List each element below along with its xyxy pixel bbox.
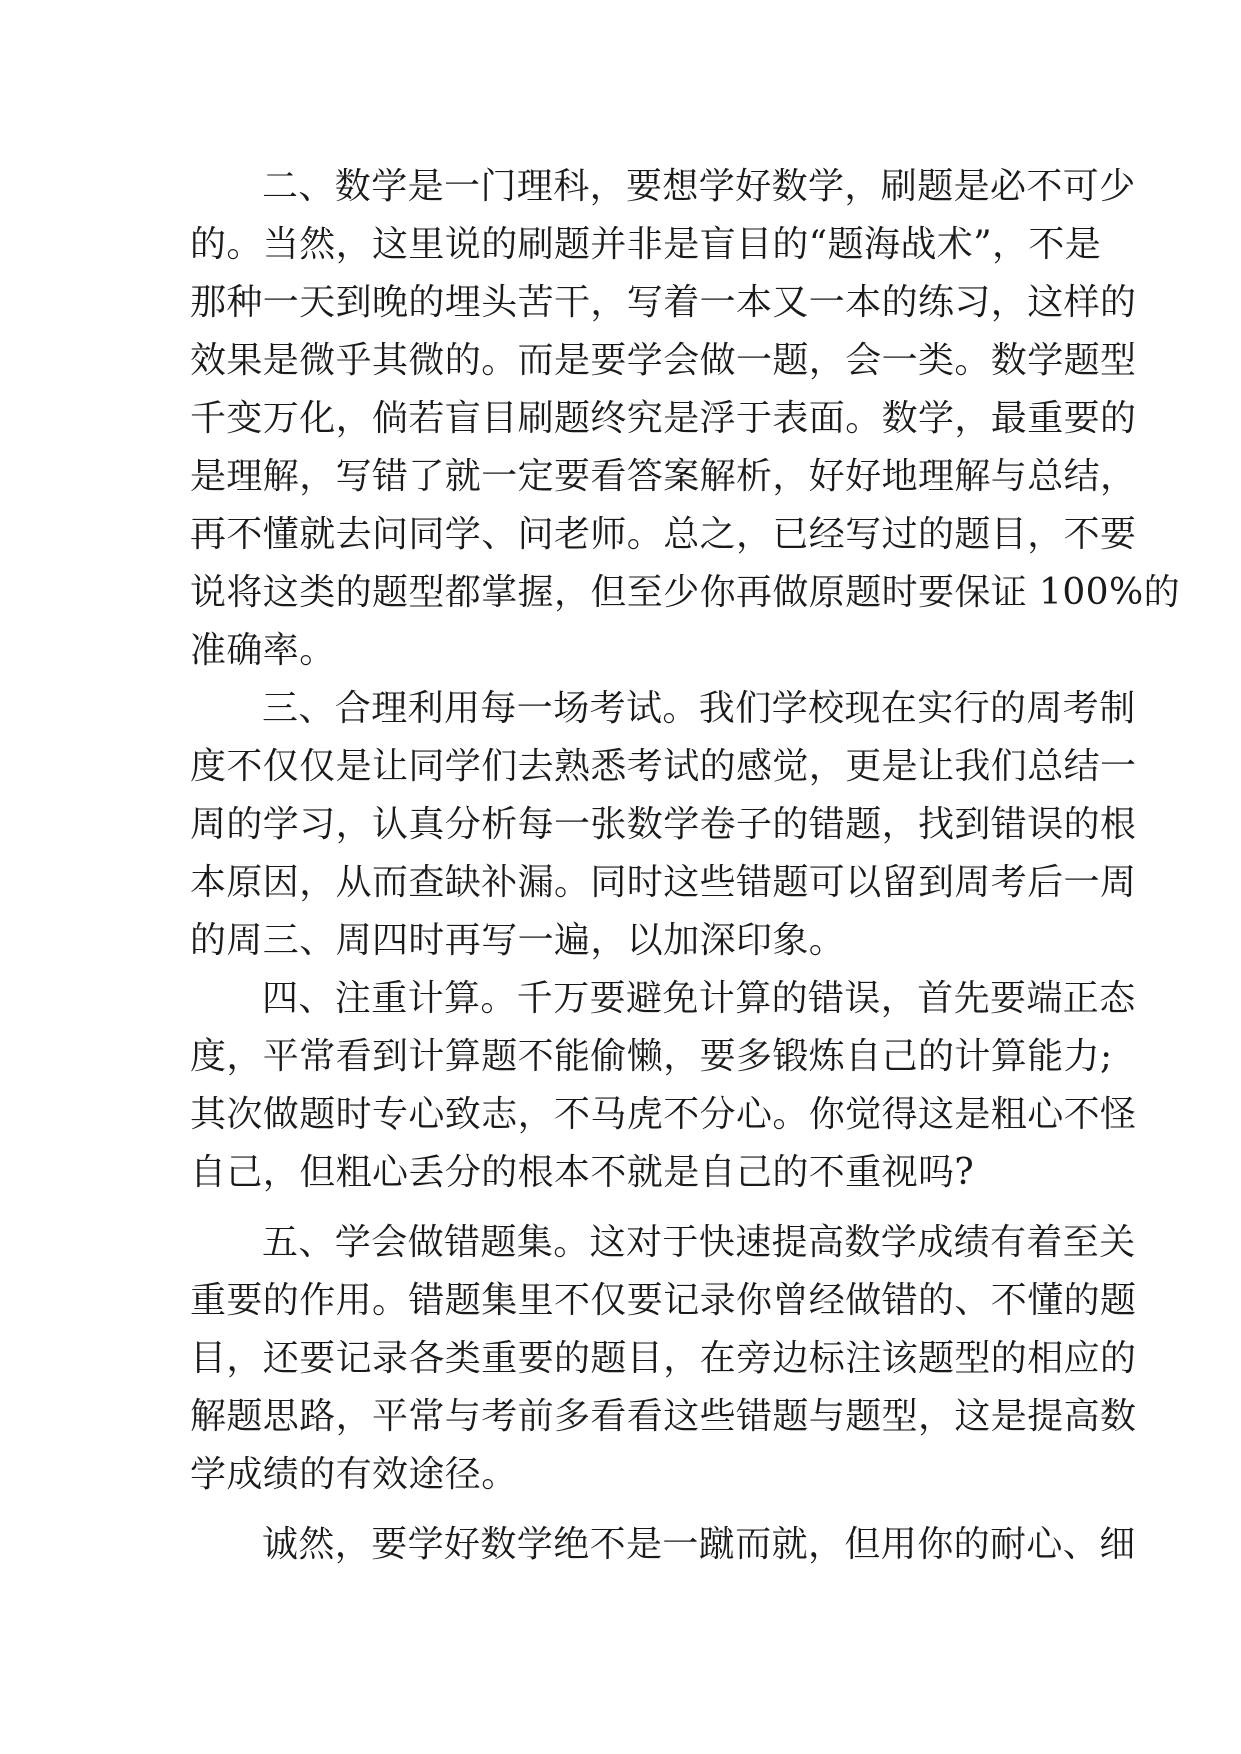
text-line: 其次做题时专心致志，不马虎不分心。你觉得这是粗心不怪	[190, 1094, 1137, 1135]
text-line: 五、学会做错题集。这对于快速提高数学成绩有着至关	[262, 1222, 1136, 1263]
text-line: 目，还要记录各类重要的题目，在旁边标注该题型的相应的	[190, 1338, 1137, 1379]
text-line: 三、合理利用每一场考试。我们学校现在实行的周考制	[262, 688, 1136, 729]
document-page	[190, 158, 1180, 1574]
text-line: 是理解，写错了就一定要看答案解析，好好地理解与总结，	[190, 456, 1137, 497]
text-line: 周的学习，认真分析每一张数学卷子的错题，找到错误的根	[190, 804, 1137, 845]
paragraph-conclusion	[190, 1516, 1136, 1574]
text-line: 自己，但粗心丢分的根本不就是自己的不重视吗?	[190, 1152, 975, 1193]
text-line: 四、注重计算。千万要避免计算的错误，首先要端正态	[262, 978, 1136, 1019]
text-line: 二、数学是一门理科，要想学好数学，刷题是必不可少	[262, 166, 1136, 207]
text-line: 本原因，从而查缺补漏。同时这些错题可以留到周考后一周	[190, 862, 1137, 903]
text-line: 那种一天到晚的埋头苦干，写着一本又一本的练习，这样的	[190, 282, 1137, 323]
text-line: 说将这类的题型都掌握，但至少你再做原题时要保证 100%的	[190, 572, 1180, 613]
text-line: 诚然，要学好数学绝不是一蹴而就，但用你的耐心、细	[262, 1524, 1136, 1565]
paragraph-4	[190, 970, 1137, 1202]
text-line: 度不仅仅是让同学们去熟悉考试的感觉，更是让我们总结一	[190, 746, 1137, 787]
text-line: 学成绩的有效途径。	[190, 1454, 518, 1495]
text-line: 解题思路，平常与考前多看看这些错题与题型，这是提高数	[190, 1396, 1137, 1437]
text-line: 再不懂就去问同学、问老师。总之，已经写过的题目，不要	[190, 514, 1137, 555]
paragraph-5	[190, 1214, 1137, 1504]
text-line: 准确率。	[190, 630, 336, 671]
text-line: 千变万化，倘若盲目刷题终究是浮于表面。数学，最重要的	[190, 398, 1137, 439]
paragraph-3	[190, 680, 1137, 970]
text-line: 重要的作用。错题集里不仅要记录你曾经做错的、不懂的题	[190, 1280, 1137, 1321]
paragraph-2	[190, 158, 1180, 680]
text-line: 的周三、周四时再写一遍，以加深印象。	[190, 920, 846, 961]
text-line: 的。当然，这里说的刷题并非是盲目的“题海战术”，不是	[190, 224, 1102, 265]
text-line: 度，平常看到计算题不能偷懒，要多锻炼自己的计算能力;	[190, 1036, 1113, 1077]
text-line: 效果是微乎其微的。而是要学会做一题，会一类。数学题型	[190, 340, 1137, 381]
